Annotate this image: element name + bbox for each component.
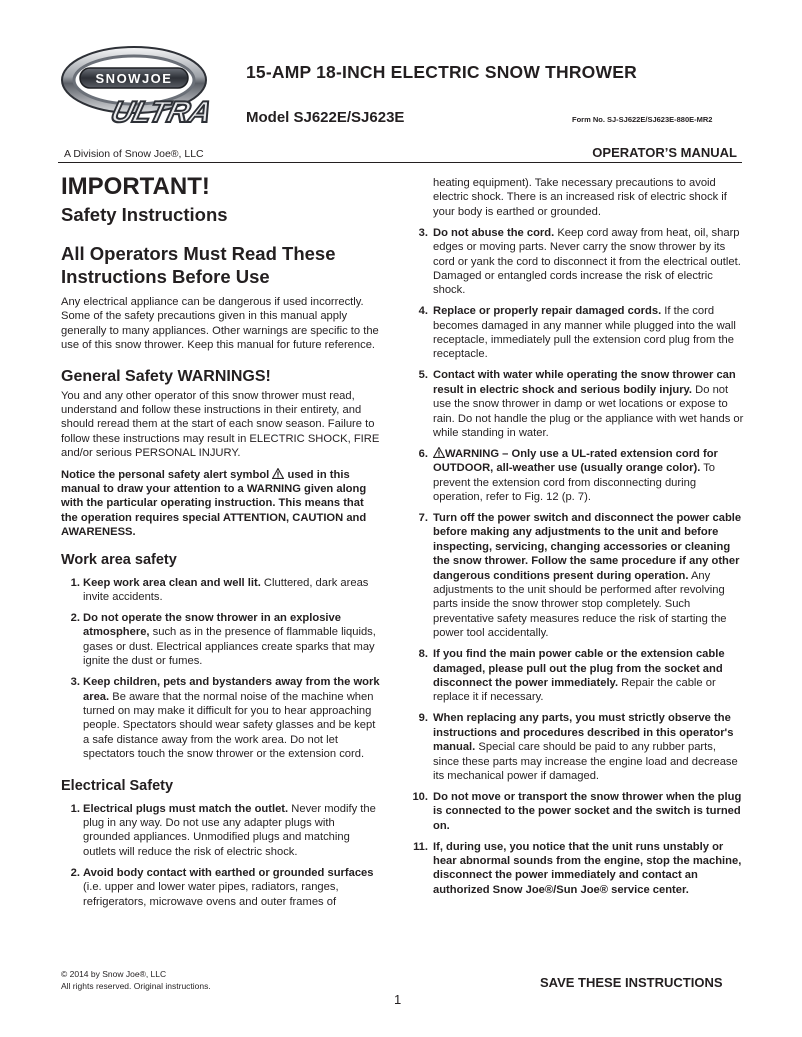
continued-paragraph: heating equipment). Take necessary precautions to avoid electric shock. There is an increased risk of electric shock if your body is earthed or grounded. <box>433 177 727 218</box>
safety-alert-notice <box>61 468 383 540</box>
notice-text-before: Notice the personal safety alert symbol <box>61 468 270 481</box>
must-read-heading: All Operators Must Read These Instructions Before Use <box>61 243 336 287</box>
item-number: 11. <box>413 840 428 853</box>
electrical-list-continued <box>412 226 744 897</box>
left-column <box>61 173 383 915</box>
item-number: 4. <box>418 305 428 318</box>
logo-ultra: ULTRA <box>107 95 216 129</box>
notice-text-after: used in this manual to draw your attention to a WARNING given along with the particular operating instruction. This means that the operation requires special ATTENTION, CAUTION and AWARENESS. <box>61 468 367 539</box>
item-number: 2. <box>70 612 80 624</box>
copyright-notice <box>61 968 211 992</box>
general-paragraph: You and any other operator of this snow thrower must read, understand and follow these instructions in their entirety, and should reread them at the start of each snow season. Failure to follow these instructions may result in ELECTRIC SHOCK, FIRE and/or serious PERSONAL INJURY. <box>61 389 380 460</box>
work-area-list <box>61 576 383 762</box>
item-text: Never modify the plug in any way. Do not use any adapter plugs with grounded appliances. Unmodified plugs and matching outlets will reduce the risk of electric shock. <box>83 802 376 858</box>
item-lead: Contact with water while operating the snow thrower can result in electric shock and serious bodily injury. <box>433 369 736 396</box>
electrical-safety-heading: Electrical Safety <box>61 777 174 794</box>
header-divider <box>58 162 742 163</box>
item-lead: Keep children, pets and bystanders away from the work area. <box>83 676 380 703</box>
item-number: 7. <box>418 512 428 525</box>
item-text: Keep cord away from heat, oil, sharp edges or moving parts. Never carry the snow thrower by its cord or yank the cord to disconnect it from the electrical outlet. Damaged or entangled cords increase the risk of electric shock. <box>433 226 741 297</box>
item-number: 3. <box>70 676 80 689</box>
page-number: 1 <box>394 992 402 1007</box>
item-number: 1. <box>70 576 80 589</box>
list-item <box>61 576 383 605</box>
item-lead: Electrical plugs must match the outlet. <box>83 802 289 815</box>
work-area-heading: Work area safety <box>61 551 177 568</box>
division-label: A Division of Snow Joe®, LLC <box>64 148 204 160</box>
item-text: Cluttered, dark areas invite accidents. <box>83 576 369 604</box>
item-number: 3. <box>418 226 428 239</box>
item-number: 8. <box>418 648 428 661</box>
item-lead: Turn off the power switch and disconnect the power cable before making any adjustments to the unit and before inspecting, servicing, changing accessories or cleaning the snow thrower. Follow the same procedure if any other dangerous conditions present during operation. <box>433 512 742 582</box>
item-lead: Keep work area clean and well lit. <box>83 576 261 589</box>
item-text: If the cord becomes damaged in any manner while plugged into the wall receptacle, immediately pull the extension cord plug from the receptacle. <box>433 305 736 361</box>
list-item <box>416 711 744 783</box>
item-text: Do not use the snow thrower in damp or wet locations or expose to rain. Do not handle the plug or the appliance with wet hands or while standing in water. <box>433 383 744 439</box>
item-lead: Do not move or transport the snow thrower when the plug is connected to the power socket and the switch is turned on. <box>433 790 742 832</box>
list-item <box>61 802 383 860</box>
list-item <box>61 611 383 669</box>
item-lead: If you find the main power cable or the extension cable damaged, please pull out the plug from the socket and disconnect the power immediately. <box>433 648 725 689</box>
important-heading: IMPORTANT! <box>61 173 210 200</box>
item-lead: Do not operate the snow thrower in an explosive atmosphere, <box>83 612 341 639</box>
item-text: such as in the presence of flammable liquids, gases or dust. Electrical appliances create sparks that may ignite the dust or fumes. <box>83 626 376 668</box>
list-item <box>61 866 383 909</box>
item-lead: Avoid body contact with earthed or grounded surfaces <box>83 866 374 879</box>
item-number: 1. <box>70 802 80 815</box>
save-instructions-label: SAVE THESE INSTRUCTIONS <box>540 975 723 990</box>
list-item <box>416 447 744 505</box>
list-item <box>412 790 744 833</box>
electrical-list <box>61 802 383 909</box>
warning-triangle-icon <box>433 447 445 458</box>
item-number: 2. <box>70 866 80 879</box>
item-lead: WARNING – Only use a UL-rated extension cord for OUTDOOR, all-weather use (usually orange color). <box>433 447 718 475</box>
item-lead: Do not abuse the cord. <box>433 226 555 239</box>
item-number: 5. <box>418 369 428 382</box>
item-text: Special care should be paid to any rubber parts, since these parts may increase the engine load and decrease its mechanical power if damaged. <box>433 741 738 782</box>
model-number: Model SJ622E/SJ623E <box>246 109 405 126</box>
item-number: 10. <box>412 790 428 803</box>
list-item <box>416 511 744 641</box>
list-item <box>61 675 383 761</box>
document-title: 15-AMP 18-INCH ELECTRIC SNOW THROWER <box>246 62 637 82</box>
snowjoe-ultra-logo <box>58 42 228 134</box>
list-item <box>416 647 744 705</box>
rights-line: All rights reserved. Original instructions. <box>61 981 211 991</box>
item-text: Be aware that the normal noise of the machine when turned on may make it difficult for you to hear approaching people. Spectators should wear safety glasses and be kept a safe distance away from the work area. Do not let spectators touch the snow thrower or the extension cord. <box>83 690 376 761</box>
item-lead: Replace or properly repair damaged cords. <box>433 305 662 318</box>
form-number: Form No. SJ-SJ622E/SJ623E-880E-MR2 <box>572 115 713 124</box>
item-lead: If, during use, you notice that the unit runs unstably or hear abnormal sounds from the engine, stop the machine, disconnect the power immediately and contact an authorized Snow Joe®/Sun Joe® service center. <box>433 840 742 896</box>
list-item <box>416 368 744 440</box>
item-lead: When replacing any parts, you must strictly observe the instructions and procedures described in this operator's manual. <box>433 712 734 754</box>
general-warnings-heading: General Safety WARNINGS! <box>61 367 271 385</box>
list-item <box>413 840 744 898</box>
operators-manual-label: OPERATOR’S MANUAL <box>592 145 737 160</box>
item-text: Any adjustments to the unit should be performed after revolving parts inside the snow thrower stop completely. Such preventative safety measures reduce the risk of starting the power tool accidentally. <box>433 569 727 640</box>
list-item <box>416 226 744 298</box>
right-column <box>412 176 744 904</box>
item-text: Repair the cable or replace it if necessary. <box>433 677 716 704</box>
item-text: To prevent the extension cord from disconnecting during operation, refer to Fig. 12 (p. 7). <box>433 462 716 504</box>
safety-instructions-heading: Safety Instructions <box>61 204 228 225</box>
intro-paragraph: Any electrical appliance can be dangerous if used incorrectly. Some of the safety precautions given in this manual apply generally to many appliances. Other warnings are specific to the use of this snow thrower. Keep this manual for future reference. <box>61 296 379 352</box>
copyright-line: © 2014 by Snow Joe®, LLC <box>61 969 167 979</box>
logo-wordmark: SNOWJOE <box>95 71 173 86</box>
list-item <box>416 304 744 362</box>
item-number: 6. <box>418 447 428 460</box>
item-text: (i.e. upper and lower water pipes, radiators, ranges, refrigerators, microwave ovens and outer frames of <box>83 881 339 908</box>
safety-alert-icon <box>272 468 284 479</box>
item-number: 9. <box>418 712 428 725</box>
